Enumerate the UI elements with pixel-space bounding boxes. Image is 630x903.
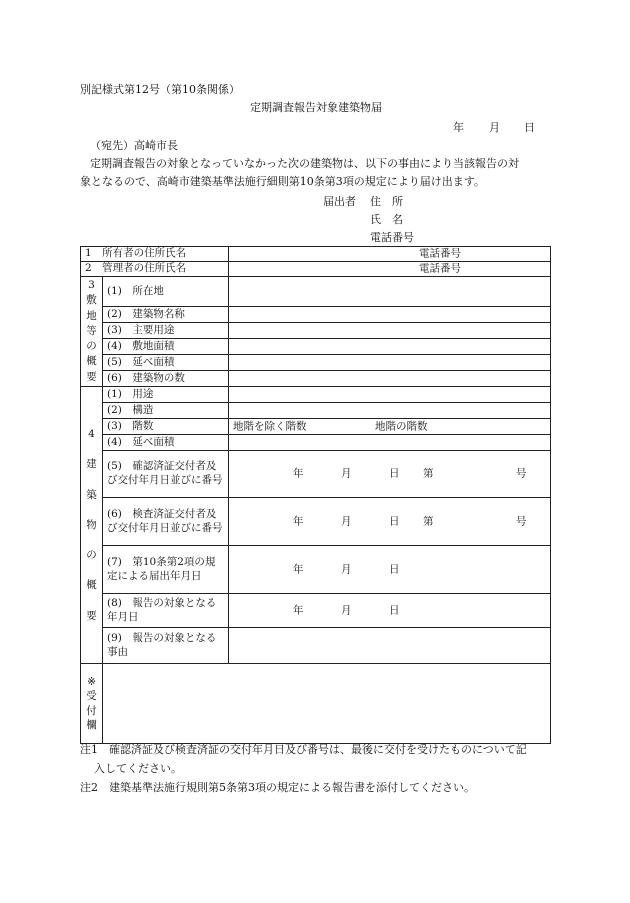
building-use-label: (1) 用途 bbox=[103, 387, 229, 403]
applicant-label: 届出者 bbox=[323, 195, 356, 208]
reception-row bbox=[81, 664, 551, 744]
cert5-dai: 第 bbox=[423, 467, 434, 480]
addressee: （宛先）高崎市長 bbox=[90, 139, 178, 152]
manager-phone-label: 電話番号 bbox=[419, 262, 461, 275]
building-name-input[interactable] bbox=[229, 307, 551, 323]
floors-label: (3) 階数 bbox=[103, 419, 229, 435]
cert6-dai: 第 bbox=[423, 514, 434, 527]
building-use-input[interactable] bbox=[229, 387, 551, 403]
site-area-row bbox=[81, 339, 551, 355]
site-area-label: (4) 敷地面積 bbox=[103, 339, 229, 355]
target-month: 月 bbox=[341, 603, 352, 616]
applicant-name-label: 氏 名 bbox=[370, 213, 403, 226]
confirmation-cert-row bbox=[81, 451, 551, 498]
report-reason-label: (9) 報告の対象となる事由 bbox=[103, 628, 229, 664]
structure-row bbox=[81, 403, 551, 419]
applicant-address-label: 住 所 bbox=[370, 195, 403, 208]
building-floor-area-row bbox=[81, 435, 551, 451]
total-floor-area-input[interactable] bbox=[229, 355, 551, 371]
main-use-input[interactable] bbox=[229, 323, 551, 339]
cert5-month: 月 bbox=[341, 467, 352, 480]
confirmation-cert-label: (5) 確認済証交付者及び交付年月日並びに番号 bbox=[103, 451, 229, 498]
owner-input[interactable] bbox=[229, 247, 551, 262]
inspection-cert-input[interactable] bbox=[229, 498, 551, 546]
report-target-date-row bbox=[81, 594, 551, 628]
note-1-line-1: 注1 確認済証及び検査済証の交付年月日及び番号は、最後に交付を受けたものについて記 bbox=[80, 743, 527, 756]
report-reason-input[interactable] bbox=[229, 628, 551, 664]
notify-month: 月 bbox=[341, 562, 352, 575]
building-count-row bbox=[81, 371, 551, 387]
report-target-date-input[interactable] bbox=[229, 594, 551, 628]
notification-date-input[interactable] bbox=[229, 546, 551, 594]
reception-area[interactable] bbox=[103, 664, 551, 744]
site-location-row bbox=[81, 277, 551, 307]
inspection-cert-row bbox=[81, 498, 551, 546]
cert6-gou: 号 bbox=[516, 514, 527, 527]
note-1-line-2: 入してください。 bbox=[94, 762, 182, 775]
building-count-input[interactable] bbox=[229, 371, 551, 387]
notify-year: 年 bbox=[293, 562, 304, 575]
form-title: 定期調査報告対象建築物届 bbox=[250, 101, 382, 114]
cert5-year: 年 bbox=[293, 467, 304, 480]
building-count-label: (6) 建築物の数 bbox=[103, 371, 229, 387]
total-floor-area-label: (5) 延べ面積 bbox=[103, 355, 229, 371]
manager-label: 2 管理者の住所氏名 bbox=[81, 262, 229, 277]
confirmation-cert-input[interactable] bbox=[229, 451, 551, 498]
owner-label: 1 所有者の住所氏名 bbox=[81, 247, 229, 262]
date-month-label: 月 bbox=[489, 121, 500, 134]
section-4-title: 4 建 築 物 の 概 要 bbox=[81, 387, 103, 664]
building-use-row bbox=[81, 387, 551, 403]
main-use-label: (3) 主要用途 bbox=[103, 323, 229, 339]
date-year-label: 年 bbox=[453, 121, 464, 134]
main-use-row bbox=[81, 323, 551, 339]
owner-row bbox=[81, 247, 551, 262]
form-id: 別記様式第12号（第10条関係） bbox=[80, 83, 240, 96]
applicant-phone-label: 電話番号 bbox=[370, 231, 414, 244]
building-name-label: (2) 建築物名称 bbox=[103, 307, 229, 323]
structure-label: (2) 構造 bbox=[103, 403, 229, 419]
site-location-label: (1) 所在地 bbox=[103, 277, 229, 307]
cert6-year: 年 bbox=[293, 514, 304, 527]
report-reason-row bbox=[81, 628, 551, 664]
floors-input[interactable] bbox=[229, 419, 551, 435]
building-name-row bbox=[81, 307, 551, 323]
total-floor-area-row bbox=[81, 355, 551, 371]
report-form-table bbox=[80, 246, 551, 744]
cert5-day: 日 bbox=[389, 467, 400, 480]
building-floor-area-label: (4) 延べ面積 bbox=[103, 435, 229, 451]
manager-row bbox=[81, 262, 551, 277]
notify-day: 日 bbox=[389, 562, 400, 575]
body-line-2: 象となるので、高崎市建築基準法施行細則第10条第3項の規定により届け出ます。 bbox=[80, 175, 485, 188]
report-target-date-label: (8) 報告の対象となる年月日 bbox=[103, 594, 229, 628]
note-2: 注2 建築基準法施行規則第5条第3項の規定による報告書を添付してください。 bbox=[80, 781, 475, 794]
inspection-cert-label: (6) 検査済証交付者及び交付年月日並びに番号 bbox=[103, 498, 229, 546]
owner-phone-label: 電話番号 bbox=[419, 247, 461, 260]
section-3-title: 3 敷 地 等 の 概 要 bbox=[81, 277, 103, 387]
site-location-input[interactable] bbox=[229, 277, 551, 307]
building-floor-area-input[interactable] bbox=[229, 435, 551, 451]
reception-title: ※ 受 付 欄 bbox=[81, 664, 103, 744]
notification-date-row bbox=[81, 546, 551, 594]
structure-input[interactable] bbox=[229, 403, 551, 419]
cert6-day: 日 bbox=[389, 514, 400, 527]
cert5-gou: 号 bbox=[516, 467, 527, 480]
site-area-input[interactable] bbox=[229, 339, 551, 355]
floors-above-label: 地階を除く階数 bbox=[233, 419, 307, 432]
body-line-1: 定期調査報告の対象となっていなかった次の建築物は、以下の事由により当該報告の対 bbox=[90, 157, 519, 170]
floors-row bbox=[81, 419, 551, 435]
target-day: 日 bbox=[389, 603, 400, 616]
date-day-label: 日 bbox=[524, 121, 535, 134]
manager-input[interactable] bbox=[229, 262, 551, 277]
floors-below-label: 地階の階数 bbox=[375, 419, 428, 432]
cert6-month: 月 bbox=[341, 514, 352, 527]
notification-date-label: (7) 第10条第2項の規定による届出年月日 bbox=[103, 546, 229, 594]
target-year: 年 bbox=[293, 603, 304, 616]
